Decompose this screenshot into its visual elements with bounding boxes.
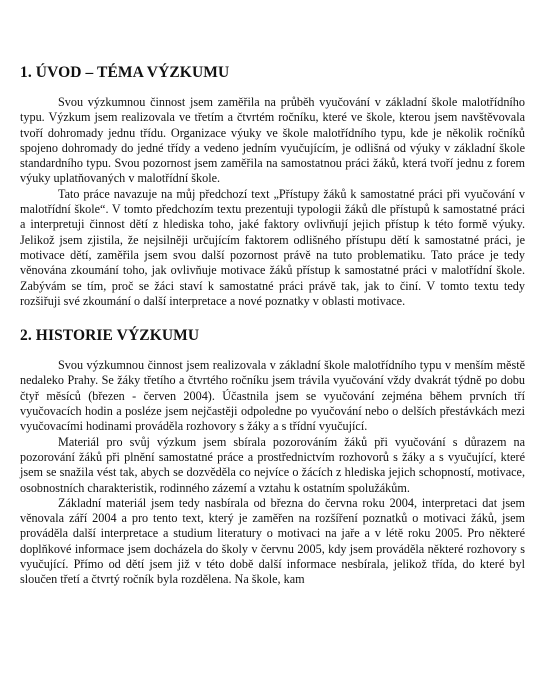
paragraph: Materiál pro svůj výzkum jsem sbírala pozorováním žáků při vyučování s důrazem na pozorování žáků při plnění samostatné práce a prostřednictvím rozhovorů s žáky a s vyučující, které jsem se snažila vést tak, abych se dozvěděla co nejvíce o žácích z hlediska jejich schopností, motivace, osobnostních charakteristik, rodinného zázemí a vztahu k ostatním spolužákům.	[20, 434, 525, 495]
paragraph: Svou výzkumnou činnost jsem realizovala v základní škole malotřídního typu v menším městě nedaleko Prahy. Se žáky třetího a čtvrtého ročníku jsem trávila vyučování vždy dvakrát týdně po dobu čtyř měsíců (březen - červen 2004). Účastnila jsem se vyučování zejména během prvních tří vyučovacích hodin a posléze jsem nejčastěji odpoledne po vyučování nebo o delších přestávkách mezi vyučovacími hodinami prováděla rozhovory s žáky a s třídní vyučující.	[20, 358, 525, 434]
section-uvod	[20, 64, 525, 309]
section-heading: 2. HISTORIE VÝZKUMU	[20, 327, 200, 345]
section-heading: 1. ÚVOD – TÉMA VÝZKUMU	[20, 64, 230, 81]
paragraph: Svou výzkumnou činnost jsem zaměřila na průběh vyučování v základní škole malotřídního typu. Výzkum jsem realizovala ve třetím a čtvrtém ročníku, které ve škole, kterou jsem navštěvovala tvoří dohromady jednu třídu. Organizace výuky ve škole malotřídního typu, kde je několik ročníků spojeno dohromady do jedné třídy a vedeno jedním vyučujícím, je odlišná od výuky v základní škole standardního typu. Svou pozornost jsem zaměřila na samostatnou práci žáků, která tvoří jednu z forem výuky uplatňovaných v malotřídní škole.	[20, 95, 525, 186]
document-page	[20, 64, 525, 588]
paragraph: Základní materiál jsem tedy nasbírala od března do června roku 2004, interpretaci dat jsem věnovala září 2004 a pro tento text, který je zaměřen na rozšíření poznatků o motivaci žáků, jsem prováděla další interpretace a studium literatury o motivaci na jaře a v létě roku 2005. Pro některé doplňkové informace jsem docházela do školy v červnu 2005, kdy jsem prováděla některé rozhovory s vyučující. Přímo od dětí jsem již v této době další informace nesbírala, jelikož třída, do které byl sloučen třetí a čtvrtý ročník byla rozdělena. Na škole, kam	[20, 495, 525, 587]
section-historie	[20, 327, 525, 587]
paragraph: Tato práce navazuje na můj předchozí text „Přístupy žáků k samostatné práci při vyučování v malotřídní škole“. V tomto předchozím textu prezentuji typologii žáků dle přístupů k samostatné práci a interpretuji činnost dětí z hlediska toho, jaké faktory ovlivňují jejich přístup k této formě výuky. Jelikož jsem zjistila, že nejsilněji určujícím faktorem odlišného přístupu dětí k samostatné práci, je motivace dětí, zaměřila jsem svou další pozornost právě na tuto problematiku. Tato práce je tedy věnována zkoumání toho, jak ovlivňuje motivace žáků přístup k samostatné práci v malotřídní škole. Zabývám se tím, proč se žáci staví k samostatné práci právě tak, jak to činí. V tomto textu tedy rozšiřuji své zkoumání o další interpretace a nové poznatky v oblasti motivace.	[20, 186, 525, 308]
